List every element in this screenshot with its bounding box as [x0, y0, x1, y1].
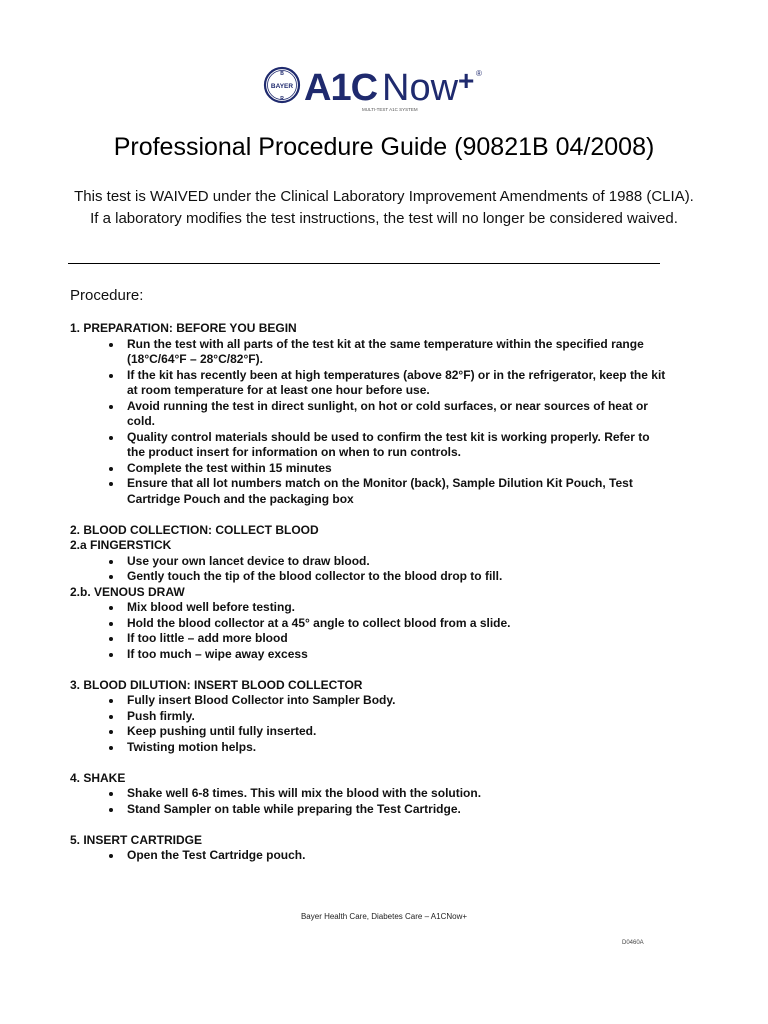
- page-title: Professional Procedure Guide (90821B 04/2008): [113, 133, 655, 161]
- list-item: Shake well 6-8 times. This will mix the blood with the solution.: [127, 786, 670, 802]
- step-heading: 3. BLOOD DILUTION: INSERT BLOOD COLLECTOR: [70, 677, 363, 692]
- list-item: Push firmly.: [127, 709, 670, 725]
- svg-text:Now: Now: [382, 67, 459, 109]
- a1cnow-logo: [262, 64, 502, 112]
- substep-heading: 2.b. VENOUS DRAW: [70, 584, 185, 599]
- list-item: Hold the blood collector at a 45° angle to collect blood from a slide.: [127, 616, 670, 632]
- svg-text:MULTI-TEST A1C SYSTEM: MULTI-TEST A1C SYSTEM: [362, 107, 418, 112]
- step-heading: 5. INSERT CARTRIDGE: [70, 832, 203, 847]
- list-item: Gently touch the tip of the blood collector to the blood drop to fill.: [127, 569, 670, 585]
- step-heading: 4. SHAKE: [70, 770, 126, 785]
- list-item: Avoid running the test in direct sunlight, on hot or cold surfaces, or near sources of heat or cold.: [127, 399, 670, 430]
- svg-text:®: ®: [476, 69, 482, 78]
- list-item: Stand Sampler on table while preparing the Test Cartridge.: [127, 802, 670, 818]
- step-preparation: [70, 321, 670, 507]
- list-item: If too little – add more blood: [127, 631, 670, 647]
- step-blood-collection: [70, 523, 670, 663]
- divider: [68, 263, 660, 264]
- procedure-steps: [70, 321, 670, 864]
- list-item: Run the test with all parts of the test kit at the same temperature within the specified range (18°C/64°F – 28°C/82°F).: [127, 337, 670, 368]
- list-item: Complete the test within 15 minutes: [127, 461, 670, 477]
- svg-text:R: R: [280, 96, 284, 102]
- list-item: Use your own lancet device to draw blood.: [127, 554, 670, 570]
- procedure-heading: Procedure:: [70, 287, 144, 304]
- step-insert-cartridge: [70, 833, 670, 864]
- list-item: Ensure that all lot numbers match on the Monitor (back), Sample Dilution Kit Pouch, Test Cartridge Pouch and the packaging box: [127, 476, 670, 507]
- list-item: Twisting motion helps.: [127, 740, 670, 756]
- step-heading: 2. BLOOD COLLECTION: COLLECT BLOOD: [70, 522, 319, 537]
- list-item: Keep pushing until fully inserted.: [127, 724, 670, 740]
- document-code: D0460A: [622, 940, 644, 946]
- page-footer: Bayer Health Care, Diabetes Care – A1CNow+: [300, 912, 468, 921]
- svg-text:A1C: A1C: [304, 67, 378, 109]
- list-item: If the kit has recently been at high temperatures (above 82°F) or in the refrigerator, keep the kit at room temperature for at least one hour before use.: [127, 368, 670, 399]
- step-blood-dilution: [70, 678, 670, 756]
- clia-waiver-statement: This test is WAIVED under the Clinical Laboratory Improvement Amendments of 1988 (CLIA). If a laboratory modifies the test instructions, the test will no longer be considered waived.: [74, 188, 694, 227]
- substep-heading: 2.a FINGERSTICK: [70, 538, 172, 552]
- list-item: If too much – wipe away excess: [127, 647, 670, 663]
- list-item: Quality control materials should be used to confirm the test kit is working properly. Refer to the product insert for information on when to run controls.: [127, 430, 670, 461]
- step-heading: 1. PREPARATION: BEFORE YOU BEGIN: [70, 321, 297, 335]
- svg-text:+: +: [458, 65, 475, 96]
- svg-text:B: B: [280, 71, 284, 77]
- list-item: Mix blood well before testing.: [127, 600, 670, 616]
- list-item: Open the Test Cartridge pouch.: [127, 848, 670, 864]
- step-shake: [70, 771, 670, 818]
- list-item: Fully insert Blood Collector into Sampler Body.: [127, 693, 670, 709]
- svg-text:BAYER: BAYER: [270, 83, 294, 90]
